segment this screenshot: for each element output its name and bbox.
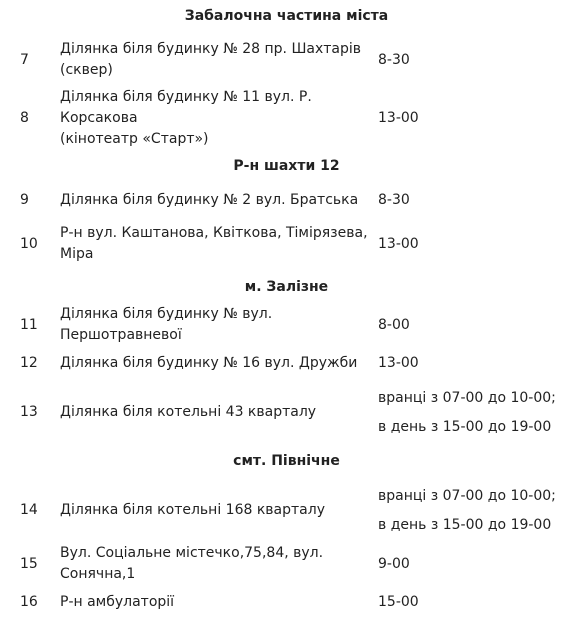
location-cell: Ділянка біля будинку № 16 вул. Дружби: [60, 354, 358, 371]
location-line: Ділянка біля будинку № 11 вул. Р. Корсакова: [60, 89, 312, 126]
time-cell: 13-00: [378, 354, 419, 371]
section-header-row: [0, 445, 573, 478]
row-number: 8: [20, 110, 29, 126]
row-number: 9: [20, 191, 29, 208]
row-number: 16: [20, 593, 38, 610]
row-number: 12: [20, 354, 38, 371]
table-row: [0, 33, 573, 87]
row-number: 11: [20, 316, 38, 333]
section-header-row: [0, 271, 573, 304]
location-cell: Ділянка біля будинку № вул. Першотравневої: [60, 306, 273, 343]
location-line: Р-н вул. Каштанова, Квіткова, Тімірязева,: [60, 225, 368, 241]
row-number: 14: [20, 502, 38, 518]
row-number: 13: [20, 404, 38, 420]
table-row: [0, 585, 573, 619]
location-line: Ділянка біля будинку № 28 пр. Шахтарів: [60, 41, 362, 57]
location-cell: Ділянка біля будинку № 2 вул. Братська: [60, 191, 359, 208]
time-cell: 8-30: [378, 191, 410, 208]
section-header-row: [0, 0, 573, 33]
time-line: в день з 15-00 до 19-00: [378, 419, 552, 435]
table-row: [0, 346, 573, 380]
section-header-row: [0, 150, 573, 183]
row-number: 10: [20, 235, 38, 252]
location-cell: Ділянка біля котельні 168 кварталу: [60, 502, 325, 518]
table-row: [0, 478, 573, 543]
location-line: Міра: [60, 246, 94, 262]
row-number: 15: [20, 555, 38, 572]
time-cell: 13-00: [378, 110, 419, 126]
section-title: м. Залізне: [244, 279, 329, 295]
location-cell: Ділянка біля котельні 43 кварталу: [60, 404, 317, 420]
section-title: смт. Північне: [233, 453, 340, 469]
row-number: 7: [20, 51, 29, 68]
time-cell: 15-00: [378, 593, 419, 610]
location-cell: [60, 217, 378, 271]
time-line: в день з 15-00 до 19-00: [378, 517, 552, 533]
time-cell: [378, 478, 573, 543]
section-title: Р-н шахти 12: [233, 158, 340, 174]
time-cell: 13-00: [378, 235, 419, 252]
location-cell: [60, 87, 378, 150]
time-line: вранці з 07-00 до 10-00;: [378, 390, 556, 406]
location-line: (сквер): [60, 62, 113, 78]
location-cell: Вул. Соціальне містечко,75,84, вул. Сонячна,1: [60, 545, 324, 582]
time-cell: 8-00: [378, 316, 410, 333]
time-cell: 9-00: [378, 555, 410, 572]
table-row: [0, 183, 573, 217]
table-row: [0, 217, 573, 271]
time-cell: 8-30: [378, 51, 410, 68]
table-row: [0, 304, 573, 346]
section-title: Забалочна частина міста: [184, 8, 389, 24]
table-row: [0, 87, 573, 150]
table-row: [0, 380, 573, 445]
time-line: вранці з 07-00 до 10-00;: [378, 488, 556, 504]
location-line: (кінотеатр «Старт»): [60, 131, 209, 147]
time-cell: [378, 380, 573, 445]
table-row: [0, 543, 573, 585]
location-cell: [60, 33, 378, 87]
location-cell: Р-н амбулаторії: [60, 593, 175, 610]
